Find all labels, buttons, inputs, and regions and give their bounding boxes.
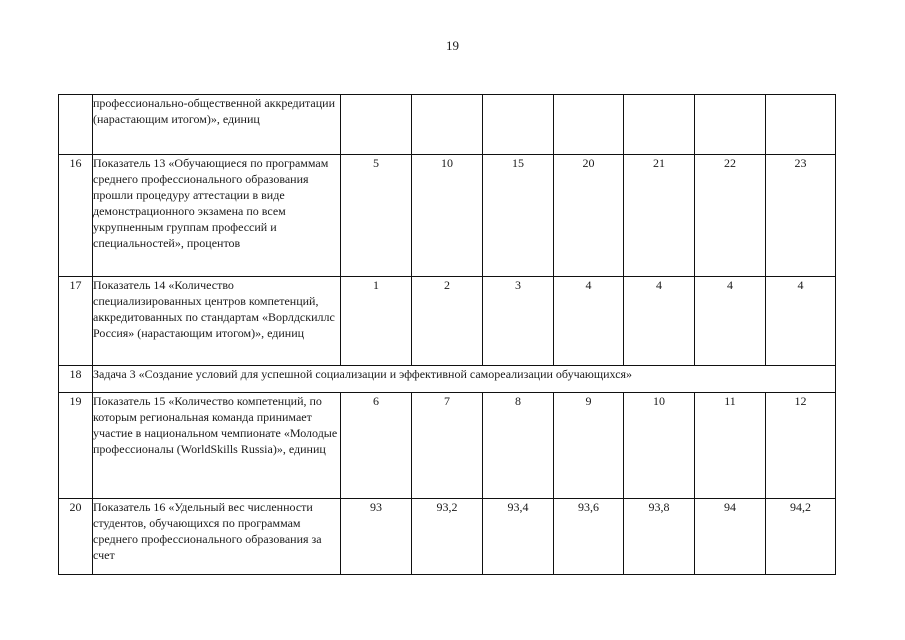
row-number: 17 — [59, 277, 93, 366]
indicator-description: Показатель 15 «Количество компетенций, по которым региональная команда принимает участие в национальном чемпионате «Молодые профессионалы (WorldSkills Russia)», единиц — [93, 393, 341, 499]
indicator-description: Показатель 14 «Количество специализированных центров компетенций, аккредитованных по стандартам «Ворлдскиллс Россия» (нарастающим итогом)», единиц — [93, 277, 341, 366]
value-cell — [341, 95, 412, 155]
value-cell: 94 — [695, 499, 766, 575]
row-number: 19 — [59, 393, 93, 499]
value-cell — [483, 95, 554, 155]
value-cell: 7 — [412, 393, 483, 499]
value-cell: 15 — [483, 155, 554, 277]
value-cell — [554, 95, 624, 155]
value-cell: 4 — [554, 277, 624, 366]
value-cell: 23 — [766, 155, 836, 277]
row-number: 18 — [59, 366, 93, 393]
value-cell: 22 — [695, 155, 766, 277]
value-cell: 10 — [624, 393, 695, 499]
table-row — [59, 277, 836, 366]
value-cell — [766, 95, 836, 155]
value-cell: 93,6 — [554, 499, 624, 575]
table-row — [59, 366, 836, 393]
value-cell: 94,2 — [766, 499, 836, 575]
value-cell: 5 — [341, 155, 412, 277]
value-cell: 3 — [483, 277, 554, 366]
value-cell — [624, 95, 695, 155]
value-cell: 8 — [483, 393, 554, 499]
value-cell: 10 — [412, 155, 483, 277]
row-number: 20 — [59, 499, 93, 575]
page-number: 19 — [446, 38, 459, 53]
indicator-description: профессионально-общественной аккредитации (нарастающим итогом)», единиц — [93, 95, 341, 155]
value-cell: 1 — [341, 277, 412, 366]
value-cell: 93 — [341, 499, 412, 575]
value-cell: 20 — [554, 155, 624, 277]
table-row — [59, 155, 836, 277]
table-row — [59, 95, 836, 155]
table-row — [59, 499, 836, 575]
value-cell: 4 — [624, 277, 695, 366]
indicator-description: Показатель 13 «Обучающиеся по программам среднего профессионального образования прошли процедуру аттестации в виде демонстрационного экзамена по всем укрупненным группам профессий и специальностей», процентов — [93, 155, 341, 277]
value-cell: 4 — [766, 277, 836, 366]
value-cell: 93,8 — [624, 499, 695, 575]
value-cell — [412, 95, 483, 155]
value-cell: 9 — [554, 393, 624, 499]
row-number — [59, 95, 93, 155]
task-heading: Задача 3 «Создание условий для успешной социализации и эффективной самореализации обучающихся» — [93, 366, 836, 393]
value-cell: 93,2 — [412, 499, 483, 575]
value-cell: 12 — [766, 393, 836, 499]
value-cell: 4 — [695, 277, 766, 366]
value-cell: 11 — [695, 393, 766, 499]
value-cell: 21 — [624, 155, 695, 277]
indicators-table — [58, 94, 836, 575]
row-number: 16 — [59, 155, 93, 277]
table-row — [59, 393, 836, 499]
value-cell: 2 — [412, 277, 483, 366]
indicator-description: Показатель 16 «Удельный вес численности студентов, обучающихся по программам среднего профессионального образования за счет — [93, 499, 341, 575]
value-cell — [695, 95, 766, 155]
value-cell: 93,4 — [483, 499, 554, 575]
value-cell: 6 — [341, 393, 412, 499]
